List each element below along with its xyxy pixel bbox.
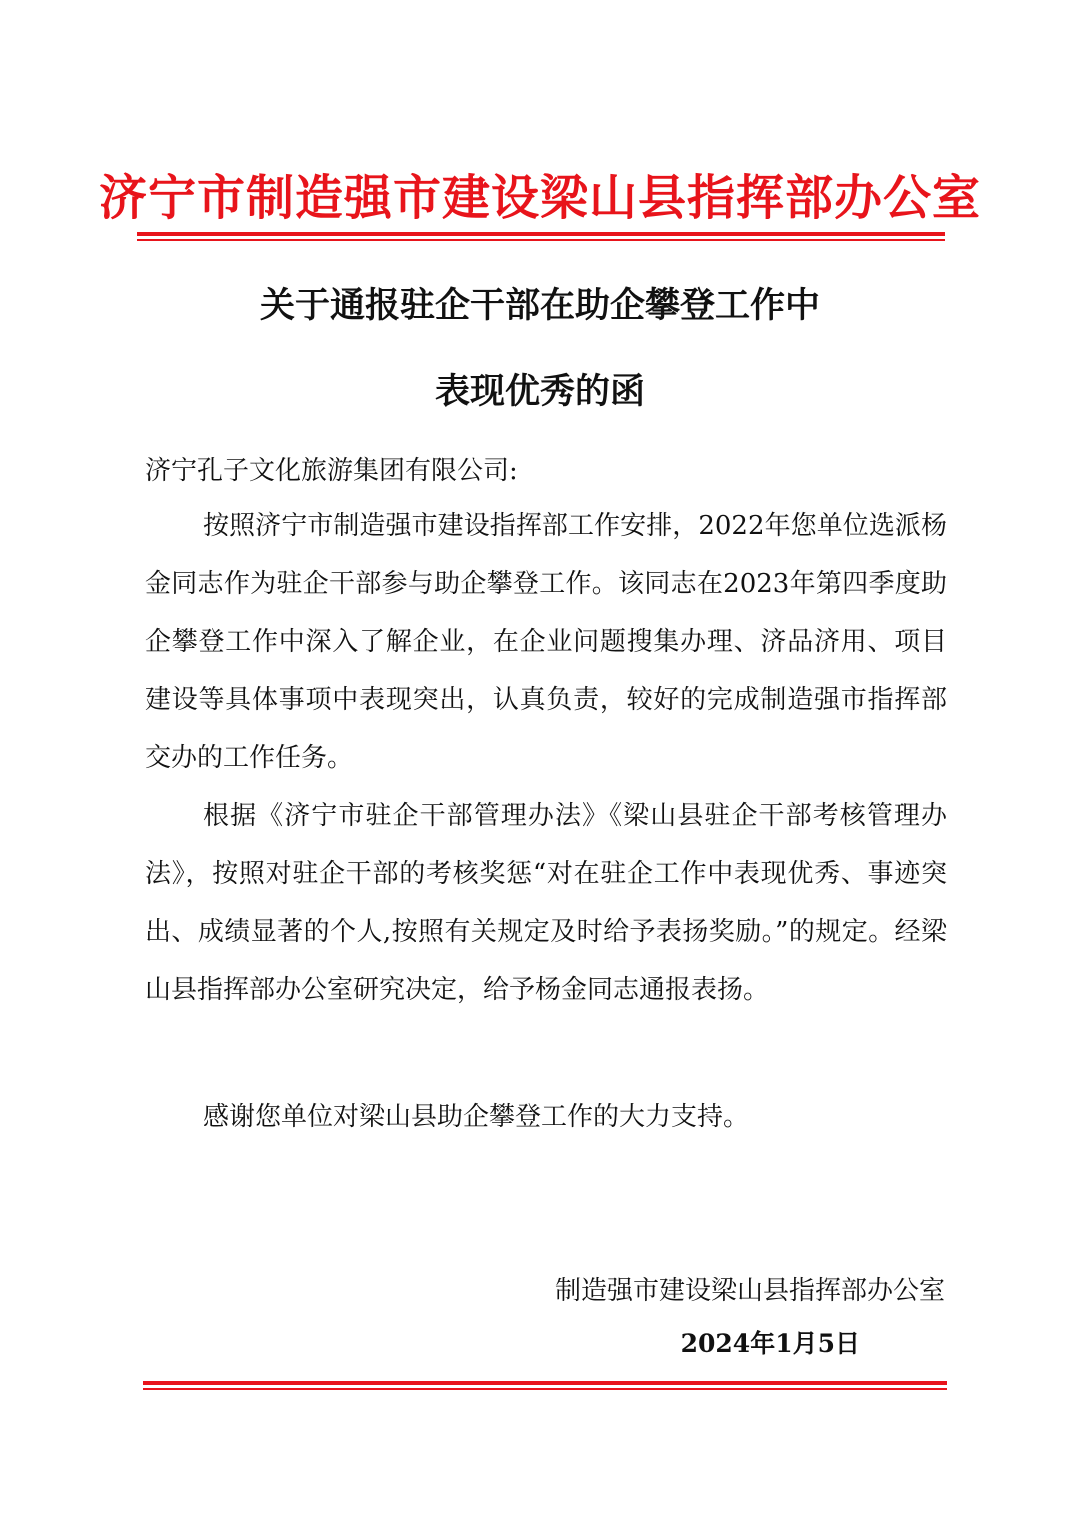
issuer-title: 济宁市制造强市建设梁山县指挥部办公室 bbox=[98, 170, 981, 226]
paragraph: 按照济宁市制造强市建设指挥部工作安排，2022年您单位选派杨金同志作为驻企干部参与助企攀登工作。该同志在2023年第四季度助企攀登工作中深入了解企业，在企业问题搜集办理、济品济用、项目建设等具体事项中表现突出，认真负责，较好的完成制造强市指挥部交办的工作任务。 bbox=[145, 511, 947, 773]
footer-divider-thin bbox=[143, 1388, 947, 1390]
document-title-line1: 关于通报驻企干部在助企攀登工作中 bbox=[259, 286, 820, 326]
header-divider-thick bbox=[137, 232, 945, 236]
paragraph: 根据《济宁市驻企干部管理办法》《梁山县驻企干部考核管理办法》，按照对驻企干部的考核奖惩“对在驻企工作中表现优秀、事迹突出、成绩显著的个人,按照有关规定及时给予表扬奖励。”的规定。经梁山县指挥部办公室研究决定，给予杨金同志通报表扬。 bbox=[145, 801, 947, 1005]
salutation: 济宁孔子文化旅游集团有限公司: bbox=[145, 456, 518, 486]
document-title-line2: 表现优秀的函 bbox=[434, 372, 645, 412]
header-divider-thin bbox=[137, 239, 945, 241]
paragraph: 感谢您单位对梁山县助企攀登工作的大力支持。 bbox=[203, 1102, 750, 1132]
footer-divider-thick bbox=[143, 1381, 947, 1385]
signature-issuer: 制造强市建设梁山县指挥部办公室 bbox=[554, 1276, 945, 1306]
issue-date: 2024年1月5日 bbox=[680, 1329, 860, 1358]
